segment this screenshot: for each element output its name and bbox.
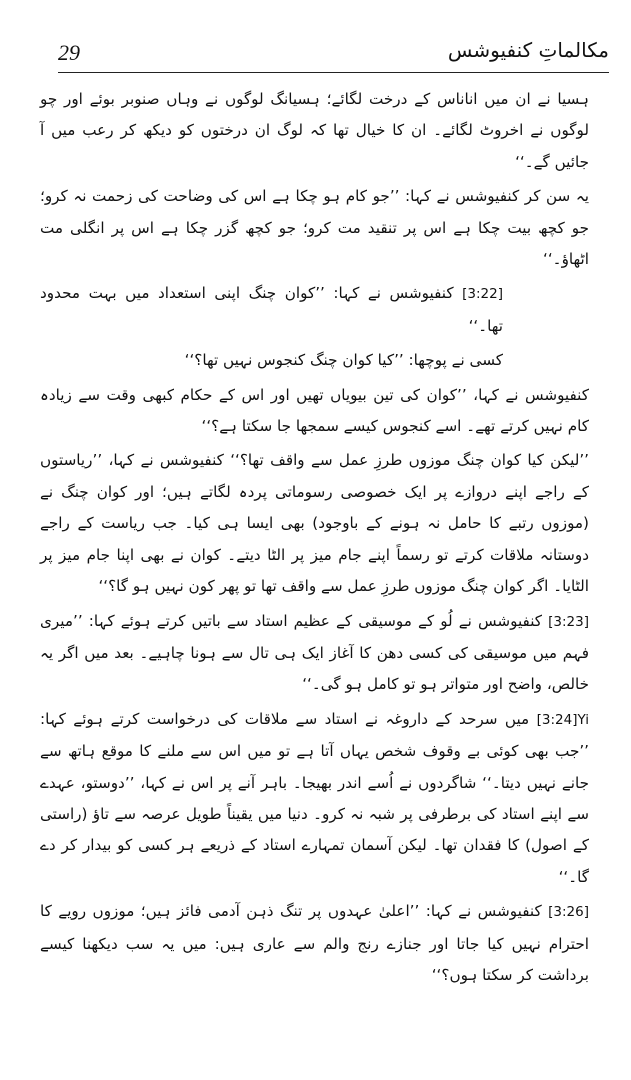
paragraph bbox=[40, 278, 589, 342]
header-divider bbox=[58, 72, 609, 73]
page-header bbox=[58, 38, 609, 72]
running-title: مکالماتِ کنفیوشس bbox=[447, 38, 609, 62]
page-number: 29 bbox=[58, 40, 80, 65]
paragraph-text: کنفیوشس نے کہا: ’’کوان چنگ اپنی استعداد میں بہت محدود تھا۔‘‘ bbox=[40, 284, 503, 335]
paragraph-text: کنفیوشس نے لُو کے موسیقی کے عظیم استاد سے باتیں کرتے ہوئے کہا: ’’میری فہم میں موسیقی کی کسی دھن کا آغاز ایک ہی تال سے ہونا چاہیے۔ بعد میں اگر یہ خالص، واضح اور متواتر ہو تو کامل ہو گی۔‘‘ bbox=[40, 611, 589, 694]
paragraph-text: میں سرحد کے داروغہ نے استاد سے ملاقات کی درخواست کرتے ہوئے کہا: ’’جب بھی کوئی بے وقوف شخص یہاں آتا ہے تو میں اس سے ملنے کا موقع ہاتھ سے جانے نہیں دیتا۔‘‘ شاگردوں نے اُسے اندر بھیجا۔ باہر آنے پر اس نے کہا، ’’دوستو، عہدے سے اپنے استاد کی برطرفی پر شبہ نہ کرو۔ دنیا میں یقیناً طویل عرصہ سے تاؤ (راستی کے اصول) کا فقدان تھا۔ لیکن آسمان تمہارے استاد کے ذریعے ہر کسی کو بیدار کر دے گا۔‘‘ bbox=[40, 709, 589, 886]
passage-reference: [3:26] bbox=[548, 904, 589, 921]
paragraph bbox=[40, 445, 589, 602]
paragraph-text: یہ سن کر کنفیوشس نے کہا: ’’جو کام ہو چکا ہے اس کی وضاحت کی زحمت نہ کرو؛ جو کچھ بیت چکا ہے اس پر تنقید مت کرو؛ جو کچھ گزر چکا ہے اس پر انگلی مت اٹھاؤ۔‘‘ bbox=[40, 187, 589, 269]
paragraph bbox=[40, 84, 589, 178]
paragraph-text: ’’لیکن کیا کوان چنگ موزوں طرزِ عمل سے واقف تھا؟‘‘ کنفیوشس نے کہا، ’’ریاستوں کے راجے اپنے دروازے پر ایک خصوصی رسوماتی پردہ لگاتے ہیں؛ اور کوان چنگ نے (موزوں رتبے کا حامل نہ ہونے کے باوجود) بھی ایسا ہی کیا۔ جب ریاست کے راجے دوستانہ ملاقات کرتے تو رسماً اپنے جام میز پر الٹا دیتے۔ کوان نے بھی اپنا جام میز پر الٹایا۔ اگر کوان چنگ موزوں طرزِ عمل سے واقف تھا تو پھر کون نہیں ہو گا؟‘‘ bbox=[40, 451, 589, 596]
passage-reference: [3:23] bbox=[548, 613, 589, 630]
paragraph bbox=[40, 345, 589, 376]
paragraph-text: ہسیا نے ان میں اناناس کے درخت لگائے؛ ہسیانگ لوگوں نے وہاں صنوبر بوئے اور چو لوگوں نے اخروٹ لگائے۔ ان کا خیال تھا کہ لوگ ان درختوں کو دیکھ کر رعب میں آ جائیں گے۔‘‘ bbox=[40, 90, 589, 171]
paragraph bbox=[40, 606, 589, 701]
page-body bbox=[40, 84, 589, 991]
paragraph bbox=[40, 380, 589, 443]
paragraph bbox=[40, 704, 589, 893]
paragraph-text: کسی نے پوچھا: ’’کیا کوان چنگ کنجوس نہیں تھا؟‘‘ bbox=[184, 351, 503, 370]
paragraph bbox=[40, 181, 589, 275]
paragraph-text: کنفیوشس نے کہا، ’’کوان کی تین بیویاں تھیں اور اس کے حکام کبھی وقت سے زیادہ کام نہیں کرتے تھے۔ اسے کنجوس کیسے سمجھا جا سکتا ہے؟‘‘ bbox=[40, 385, 589, 436]
passage-reference: [3:24]Yi bbox=[536, 711, 589, 728]
paragraph-text: کنفیوشس نے کہا: ’’اعلیٰ عہدوں پر تنگ ذہن آدمی فائز ہیں؛ موزوں رویے کا احترام نہیں کیا جاتا اور جنازے رنج والم سے عاری ہیں: میں یہ سب دیکھنا کیسے برداشت کر سکتا ہوں؟‘‘ bbox=[40, 902, 589, 984]
passage-reference: [3:22] bbox=[462, 286, 503, 303]
paragraph bbox=[40, 896, 589, 991]
